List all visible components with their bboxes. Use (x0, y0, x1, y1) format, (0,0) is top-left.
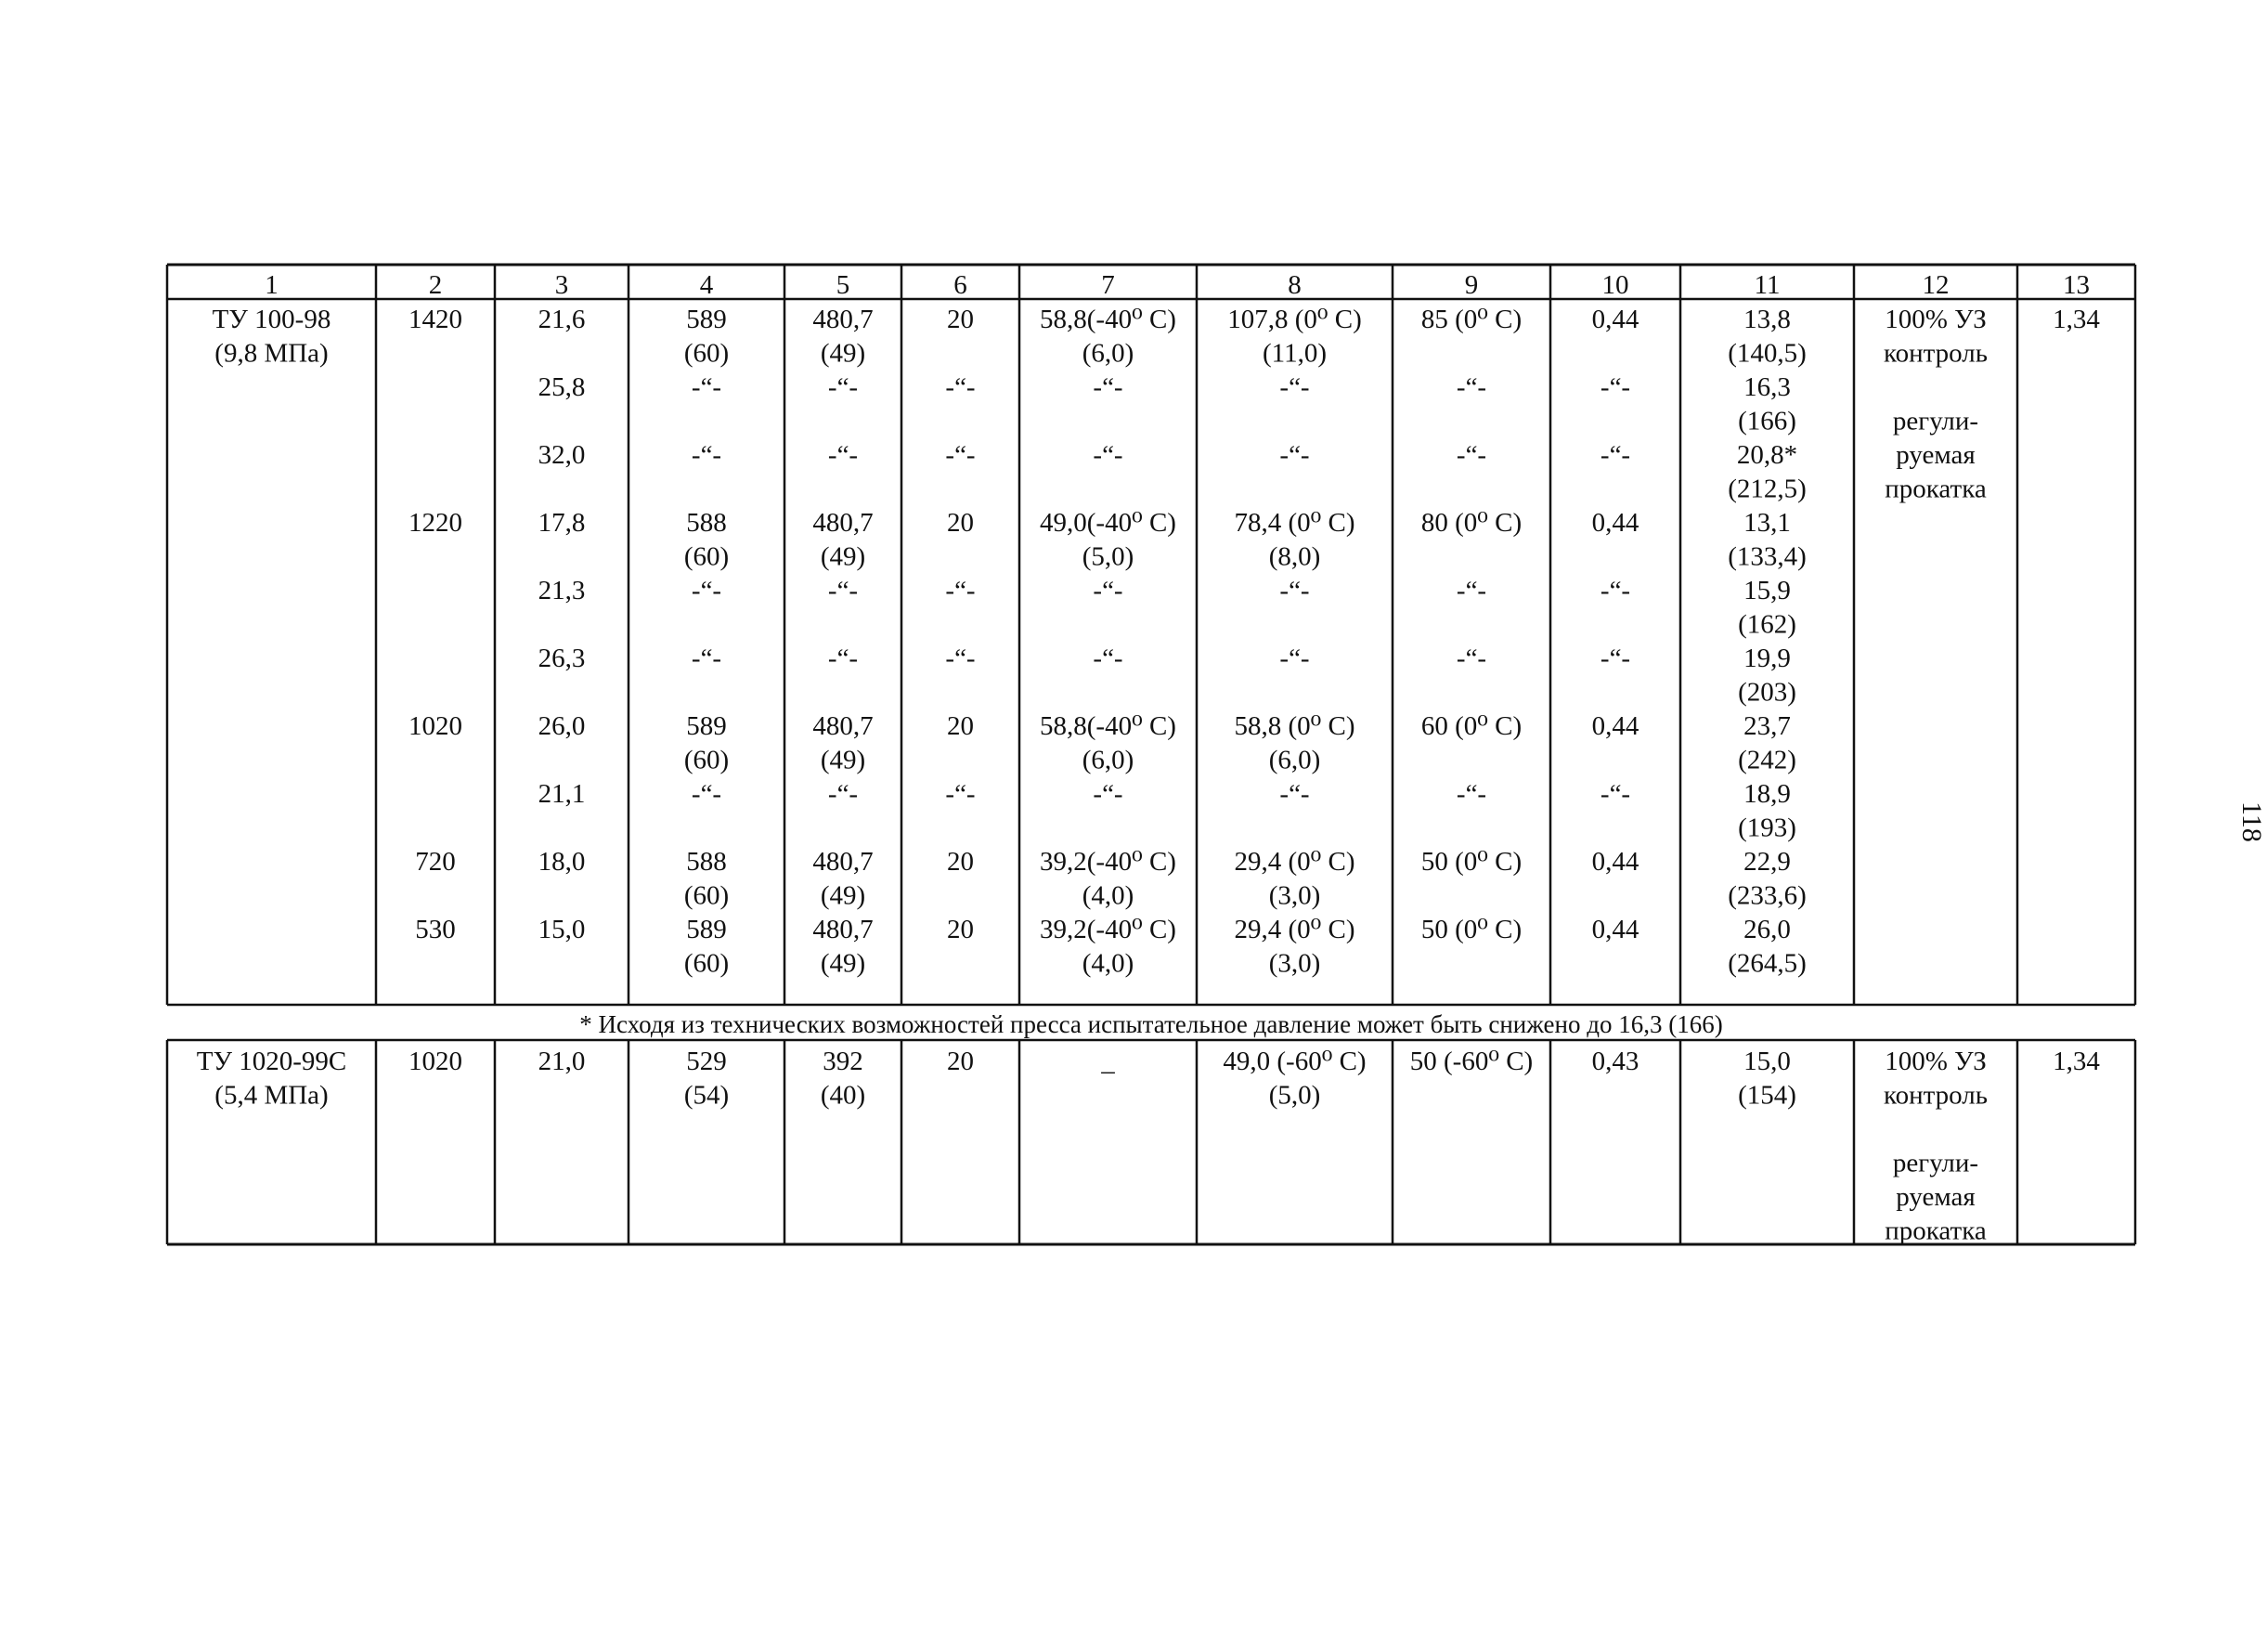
table-cell: 480,7 (812, 711, 874, 741)
table-cell: 0,44 (1591, 915, 1639, 944)
table-cell: 20 (947, 1047, 974, 1076)
table-cell: 25,8 (538, 372, 586, 402)
table-cell: (6,0) (1082, 338, 1134, 369)
table-cell: -“- (1600, 372, 1631, 402)
table-cell: (54) (683, 1080, 730, 1111)
table-cell: -“- (827, 576, 859, 605)
table-cell: -“- (691, 644, 722, 673)
table-cell: 58,8 (0⁰ С) (1234, 711, 1355, 741)
table-cell: (3,0) (1268, 880, 1321, 911)
table-cell: (60) (683, 948, 730, 979)
table-cell: 530 (415, 915, 456, 944)
table-cell: (40) (820, 1080, 866, 1111)
column-number-header: 13 (2063, 270, 2090, 300)
table-cell: 58,8(-40⁰ С) (1040, 305, 1176, 334)
coefficient-value: 1,34 (2053, 305, 2100, 334)
table-cell: 21,6 (538, 305, 586, 334)
table-cell: (60) (683, 880, 730, 911)
table-cell: 480,7 (812, 847, 874, 877)
table-cell: 29,4 (0⁰ С) (1234, 915, 1355, 944)
table-cell: 20,8* (1736, 440, 1798, 470)
table-cell: 20 (947, 711, 974, 741)
control-note: 100% УЗ (1885, 1047, 1987, 1076)
table-cell: -“- (1093, 372, 1123, 402)
table-cell: 1020 (408, 711, 462, 741)
table-cell: (49) (820, 880, 866, 911)
column-number-header: 12 (1922, 270, 1950, 300)
table-cell: -“- (827, 372, 859, 402)
table-cell: 0,43 (1591, 1047, 1639, 1076)
table-cell: 720 (415, 847, 456, 877)
table-cell: – (1101, 1056, 1115, 1086)
table-cell: (49) (820, 745, 866, 775)
table-cell: -“- (945, 644, 976, 673)
table-cell: 20 (947, 915, 974, 944)
table-cell: 392 (823, 1047, 863, 1076)
footnote: * Исходя из технических возможностей пресса испытательное давление может быть снижено до 16,3 (166) (579, 1010, 1723, 1038)
control-note: руемая (1896, 1182, 1976, 1212)
table-cell: 1020 (408, 1047, 462, 1076)
table-cell: -“- (1093, 576, 1123, 605)
table-cell: 480,7 (812, 508, 874, 538)
table-cell: 39,2(-40⁰ С) (1040, 915, 1176, 944)
table-cell: (49) (820, 541, 866, 572)
table-cell: 26,0 (1743, 915, 1791, 944)
table-cell: -“- (691, 372, 722, 402)
table-cell: 15,9 (1743, 576, 1791, 605)
control-note: руемая (1896, 440, 1976, 470)
table-cell: -“- (945, 576, 976, 605)
table-cell: (5,0) (1082, 541, 1134, 572)
table-cell: (6,0) (1268, 745, 1321, 775)
table-cell: -“- (1600, 576, 1631, 605)
table-cell: (264,5) (1728, 948, 1807, 979)
table-cell: (3,0) (1268, 948, 1321, 979)
page-number: 118 (2236, 801, 2267, 842)
table-cell: (60) (683, 745, 730, 775)
table-cell: 480,7 (812, 305, 874, 334)
table-cell: -“- (1279, 644, 1310, 673)
table-cell: 0,44 (1591, 508, 1639, 538)
table-cell: 480,7 (812, 915, 874, 944)
table-cell: (6,0) (1082, 745, 1134, 775)
table-cell: (140,5) (1728, 338, 1807, 369)
table-cell: -“- (691, 576, 722, 605)
table-cell: -“- (1600, 644, 1631, 673)
table-cell: 29,4 (0⁰ С) (1234, 847, 1355, 877)
table-cell: 0,44 (1591, 847, 1639, 877)
table-cell: (11,0) (1263, 338, 1327, 369)
table-cell: 107,8 (0⁰ С) (1227, 305, 1362, 334)
table-cell: 20 (947, 508, 974, 538)
control-note: прокатка (1885, 1216, 1987, 1246)
table-cell: 50 (-60⁰ С) (1409, 1047, 1534, 1076)
table-cell: (133,4) (1728, 541, 1807, 572)
table-cell: 588 (686, 508, 727, 538)
table-cell: -“- (1279, 372, 1310, 402)
table-cell: 50 (0⁰ С) (1420, 915, 1523, 944)
table-cell: (233,6) (1728, 880, 1807, 911)
table-cell: (154) (1738, 1080, 1796, 1111)
table-cell: 1220 (408, 508, 462, 538)
column-number-header: 4 (699, 270, 714, 300)
table-cell: 0,44 (1591, 305, 1639, 334)
table-cell: (212,5) (1728, 474, 1807, 504)
table-cell: 20 (947, 847, 974, 877)
table-cell: -“- (827, 779, 859, 809)
table-cell: 26,0 (538, 711, 586, 741)
spec-label: (5,4 МПа) (214, 1080, 329, 1111)
table-cell: 80 (0⁰ С) (1420, 508, 1523, 538)
table-cell: 588 (686, 847, 727, 877)
table-cell: (49) (820, 338, 866, 369)
column-number-header: 10 (1601, 270, 1629, 300)
column-number-header: 5 (836, 270, 850, 300)
table-cell: 26,3 (538, 644, 586, 673)
table-cell: -“- (1600, 779, 1631, 809)
table-cell: 20 (947, 305, 974, 334)
table-cell: (162) (1738, 609, 1796, 640)
column-number-header: 7 (1101, 270, 1115, 300)
table-cell: (203) (1738, 677, 1796, 708)
table-cell: 49,0(-40⁰ С) (1040, 508, 1176, 538)
table-cell: -“- (1600, 440, 1631, 470)
table-cell: 21,0 (538, 1047, 586, 1076)
column-number-header: 3 (554, 270, 569, 300)
control-note: регули- (1892, 1148, 1979, 1178)
spec-label: ТУ 1020-99С (196, 1047, 347, 1076)
table-cell: 15,0 (1743, 1047, 1791, 1076)
table-cell: (193) (1738, 813, 1796, 843)
table-cell: -“- (945, 372, 976, 402)
spec-label: ТУ 100-98 (212, 305, 331, 334)
table-cell: 16,3 (1743, 372, 1791, 402)
table-cell: -“- (1279, 576, 1310, 605)
table-cell: 18,9 (1743, 779, 1791, 809)
table-cell: 50 (0⁰ С) (1420, 847, 1523, 877)
column-number-header: 8 (1288, 270, 1302, 300)
table-cell: 85 (0⁰ С) (1420, 305, 1523, 334)
table-cell: (49) (820, 948, 866, 979)
table-cell: 13,8 (1743, 305, 1791, 334)
control-note: контроль (1884, 1080, 1988, 1111)
table-cell: 17,8 (538, 508, 586, 538)
table-cell: (4,0) (1082, 948, 1134, 979)
table-cell: 13,1 (1743, 508, 1791, 538)
table-cell: -“- (1456, 644, 1487, 673)
table-cell: 18,0 (538, 847, 586, 877)
table-cell: 78,4 (0⁰ С) (1234, 508, 1355, 538)
table-cell: (4,0) (1082, 880, 1134, 911)
table-cell: -“- (1456, 779, 1487, 809)
table-cell: 58,8(-40⁰ С) (1040, 711, 1176, 741)
control-note: 100% УЗ (1885, 305, 1987, 334)
table-cell: (5,0) (1268, 1080, 1321, 1111)
table-cell: 32,0 (538, 440, 586, 470)
table-cell: (8,0) (1268, 541, 1321, 572)
table-cell: 23,7 (1743, 711, 1791, 741)
table-cell: -“- (1456, 440, 1487, 470)
table-cell: 15,0 (538, 915, 586, 944)
table-cell: -“- (1279, 440, 1310, 470)
coefficient-value: 1,34 (2053, 1047, 2100, 1076)
table-cell: -“- (1093, 779, 1123, 809)
table-cell: 19,9 (1743, 644, 1791, 673)
table-cell: -“- (1093, 440, 1123, 470)
control-note: контроль (1884, 338, 1988, 369)
table-cell: 21,1 (538, 779, 586, 809)
table-cell: 589 (686, 305, 727, 334)
table-cell: 49,0 (-60⁰ С) (1223, 1047, 1367, 1076)
column-number-header: 1 (265, 270, 279, 300)
table-cell: -“- (827, 644, 859, 673)
column-number-header: 6 (953, 270, 967, 300)
table-cell: 1420 (408, 305, 462, 334)
table-cell: -“- (945, 440, 976, 470)
table-cell: -“- (945, 779, 976, 809)
table-cell: -“- (691, 779, 722, 809)
table-cell: (242) (1738, 745, 1796, 775)
table-cell: -“- (1456, 372, 1487, 402)
control-note: регули- (1892, 406, 1979, 436)
table-cell: (60) (683, 541, 730, 572)
column-number-header: 11 (1754, 270, 1781, 300)
column-number-header: 2 (428, 270, 443, 300)
table-cell: -“- (1279, 779, 1310, 809)
table-cell: 589 (686, 711, 727, 741)
table-cell: -“- (827, 440, 859, 470)
table-cell: 22,9 (1743, 847, 1791, 877)
table-cell: -“- (1093, 644, 1123, 673)
control-note: прокатка (1885, 474, 1987, 504)
table-cell: 589 (686, 915, 727, 944)
spec-label: (9,8 МПа) (214, 338, 329, 369)
table-cell: -“- (1456, 576, 1487, 605)
table-cell: 21,3 (538, 576, 586, 605)
table-cell: 0,44 (1591, 711, 1639, 741)
table-cell: 60 (0⁰ С) (1420, 711, 1523, 741)
table-cell: (166) (1738, 406, 1796, 436)
table-cell: -“- (691, 440, 722, 470)
table-cell: 39,2(-40⁰ С) (1040, 847, 1176, 877)
table-cell: (60) (683, 338, 730, 369)
column-number-header: 9 (1464, 270, 1479, 300)
table-cell: 529 (686, 1047, 727, 1076)
